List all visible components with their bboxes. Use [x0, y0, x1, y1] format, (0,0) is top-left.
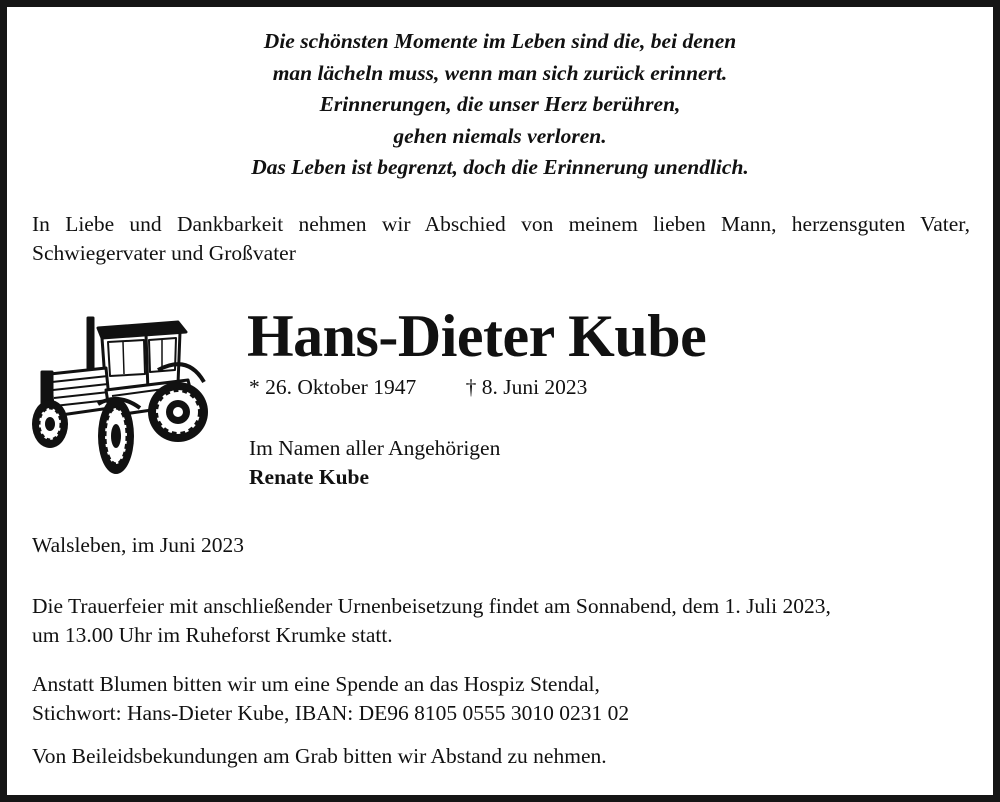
birth-date: * 26. Oktober 1947	[249, 375, 417, 399]
funeral-info	[32, 592, 972, 650]
donation-line: Anstatt Blumen bitten wir um eine Spende an das Hospiz Stendal,	[32, 672, 600, 696]
poem-line: Das Leben ist begrenzt, doch die Erinnerung unendlich.	[251, 155, 749, 179]
tractor-icon	[28, 312, 212, 478]
poem	[40, 26, 960, 184]
deceased-name: Hans-Dieter Kube	[247, 303, 707, 369]
signature-name: Renate Kube	[249, 465, 370, 489]
signature	[249, 434, 500, 492]
donation-line: Stichwort: Hans-Dieter Kube, IBAN: DE96 8105 0555 3010 0231 02	[32, 701, 630, 725]
intro-text: In Liebe und Dankbarkeit nehmen wir Abschied von meinem lieben Mann, herzensguten Vater, Schwiegervater und Großvater	[32, 212, 970, 265]
funeral-line: um 13.00 Uhr im Ruheforst Krumke statt.	[32, 623, 393, 647]
poem-line: Die schönsten Momente im Leben sind die, bei denen	[263, 29, 737, 53]
condolence-note: Von Beileidsbekundungen am Grab bitten wir Abstand zu nehmen.	[32, 744, 607, 768]
poem-line: man lächeln muss, wenn man sich zurück erinnert.	[272, 60, 728, 85]
signature-intro: Im Namen aller Angehörigen	[249, 436, 501, 460]
funeral-line: Die Trauerfeier mit anschließender Urnenbeisetzung findet am Sonnabend, dem 1. Juli 2023,	[32, 594, 831, 618]
life-dates	[249, 372, 587, 402]
donation-info	[32, 670, 972, 728]
poem-line: gehen niemals verloren.	[393, 123, 607, 148]
place-date: Walsleben, im Juni 2023	[32, 533, 245, 557]
poem-line: Erinnerungen, die unser Herz berühren,	[319, 92, 681, 116]
death-date: † 8. Juni 2023	[465, 375, 588, 399]
